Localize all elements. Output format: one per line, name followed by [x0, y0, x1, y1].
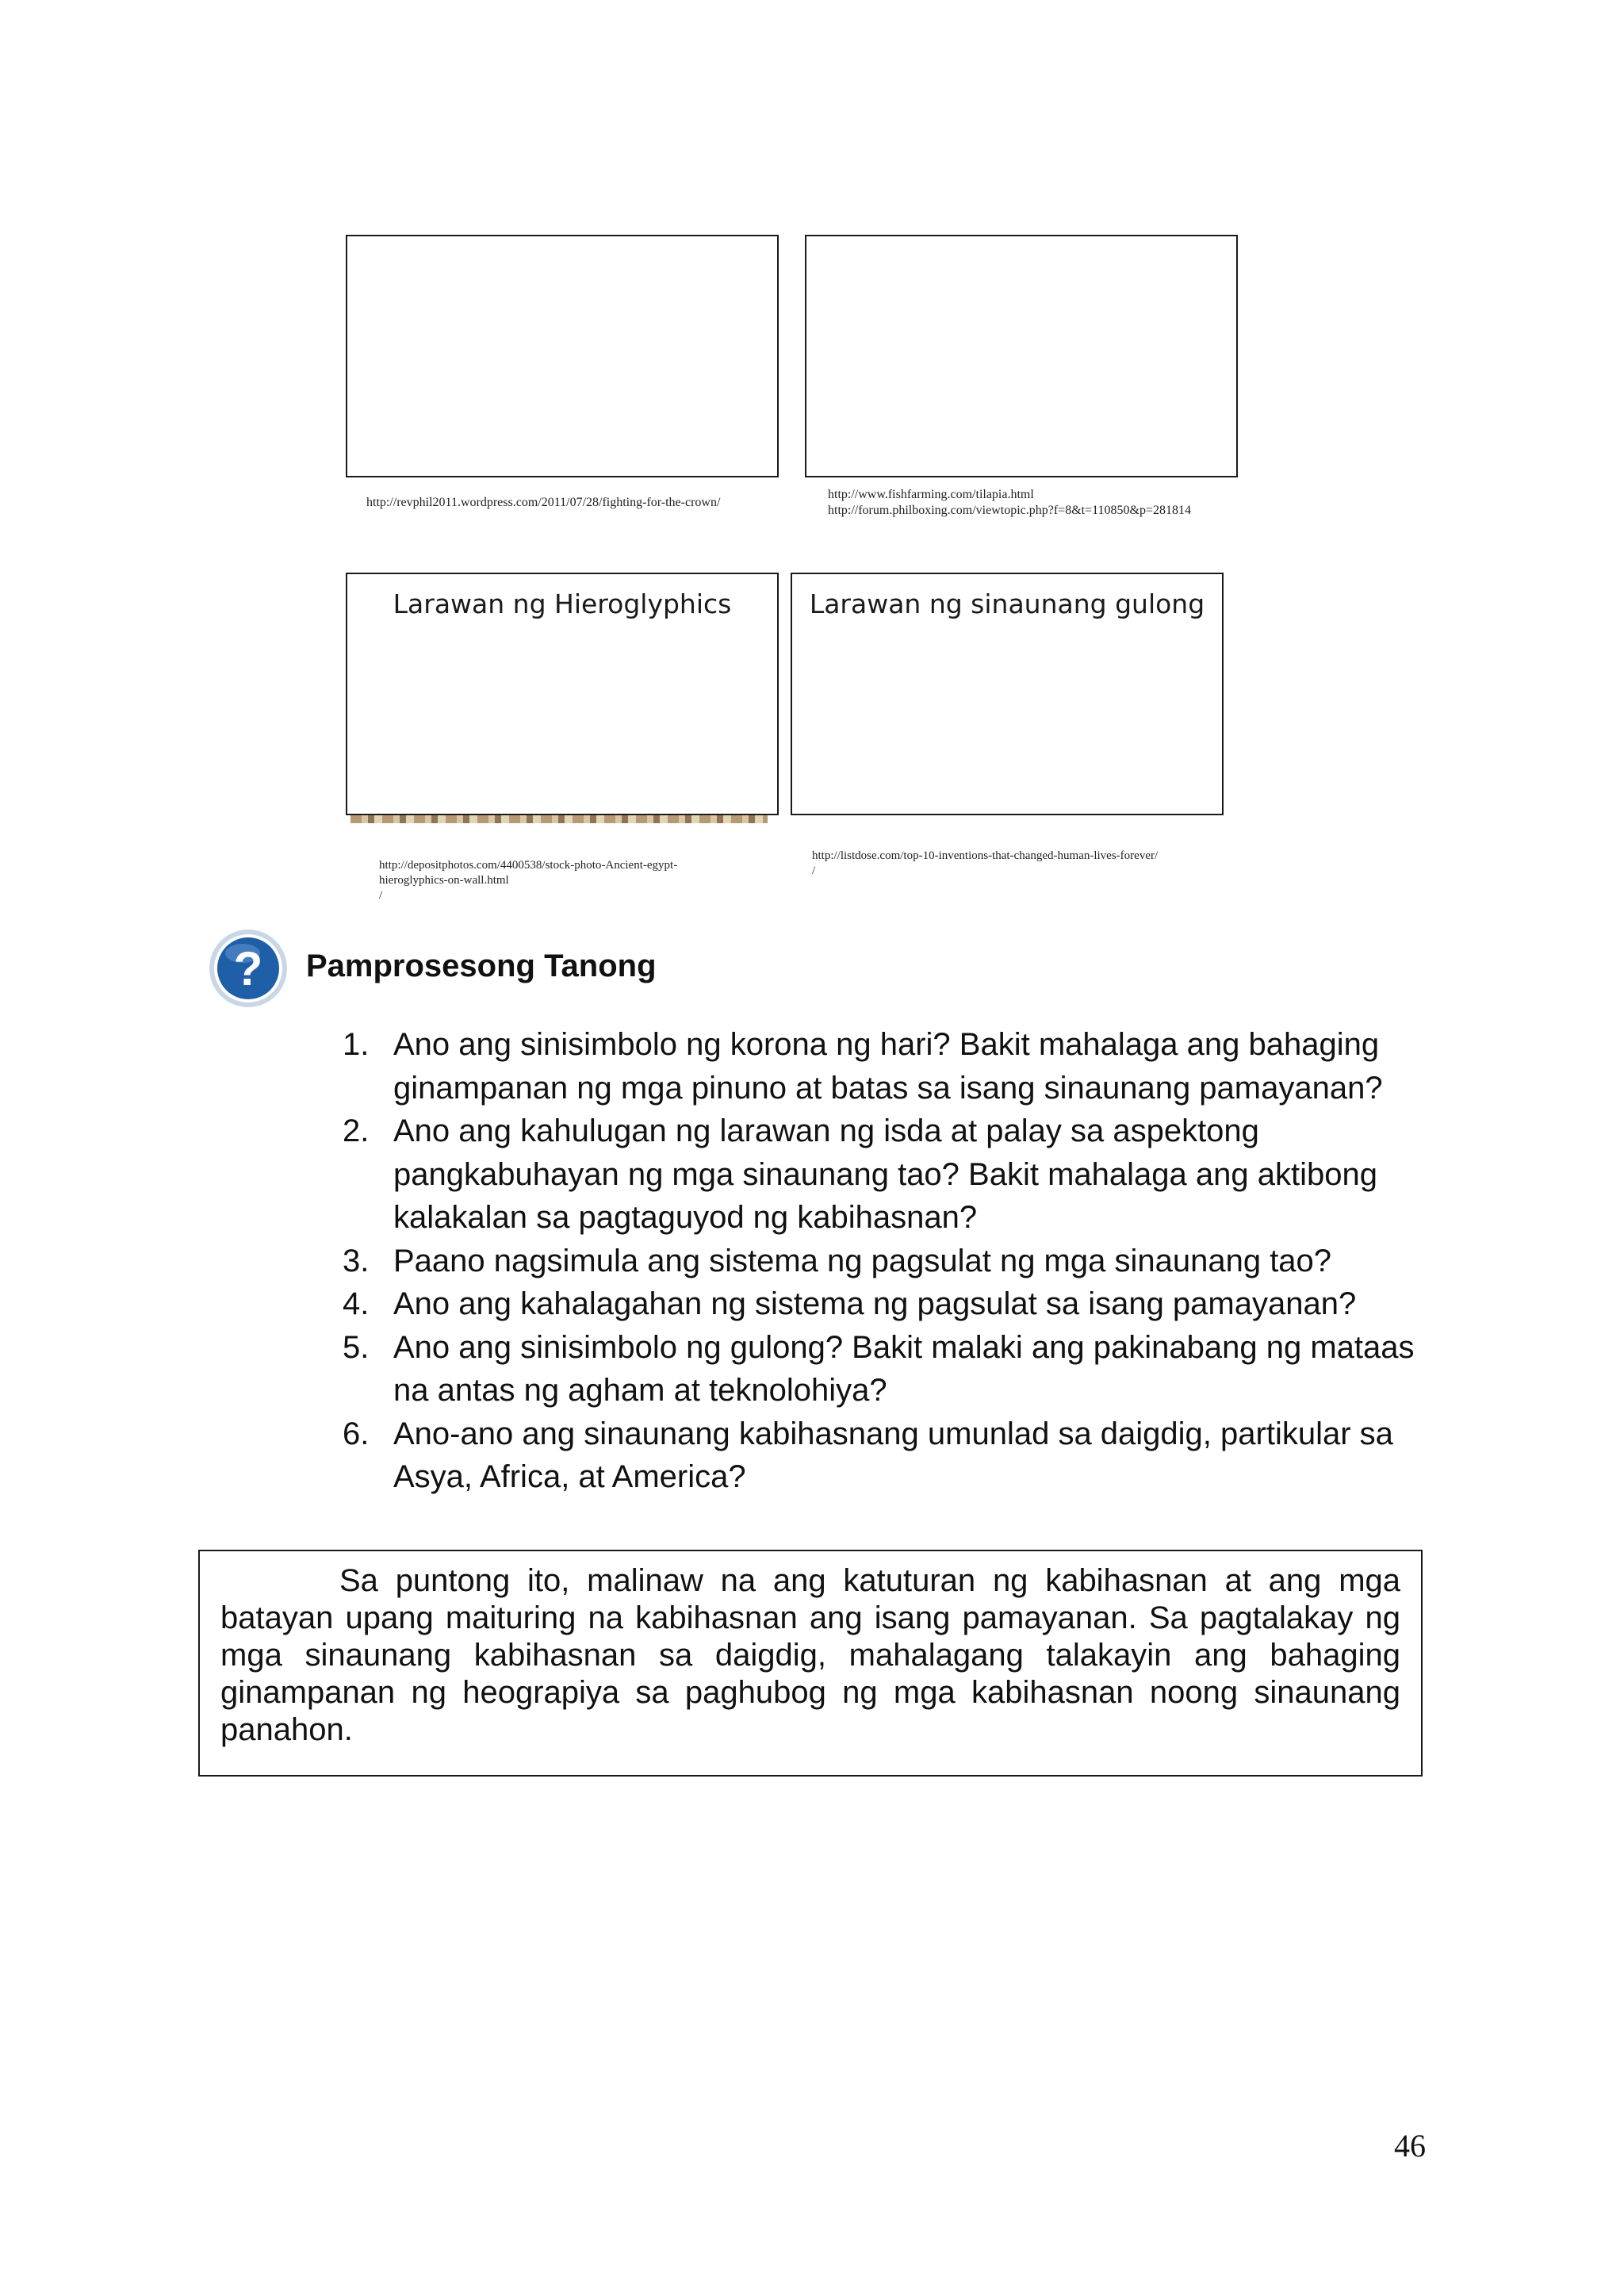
- page-number: 46: [1394, 2128, 1426, 2164]
- question-text: Paano nagsimula ang sistema ng pagsulat ng mga sinaunang tao?: [393, 1243, 1332, 1278]
- hieroglyphics-photo-strip: [350, 815, 768, 823]
- list-item: [343, 1110, 1437, 1240]
- question-list: [343, 1023, 1437, 1499]
- question-number: 6.: [343, 1416, 370, 1451]
- image-source-hieroglyphics: http://depositphotos.com/4400538/stock-photo-Ancient-egypt-hieroglyphics-on-wall.html /: [379, 859, 678, 902]
- image-box-fish-rice: [805, 235, 1238, 477]
- summary-note-box: [198, 1550, 1423, 1777]
- question-number: 3.: [343, 1243, 370, 1278]
- question-number: 5.: [343, 1329, 370, 1365]
- summary-note-text: Sa puntong ito, malinaw na ang katuturan ng kabihasnan at ang mga batayan upang maituring na kabihasnan ang isang pamayanan. Sa pagtalakay ng mga sinaunang kabihasnan sa daigdig, mahalagang talakayin ang bahaging ginampanan ng heograpiya sa paghubog ng mga kabihasnan noong sinaunang panahon.: [220, 1563, 1400, 1747]
- list-item: [343, 1412, 1437, 1499]
- list-item: [343, 1023, 1437, 1110]
- question-text: Ano ang sinisimbolo ng korona ng hari? Bakit mahalaga ang bahaging ginampanan ng mga pinuno at batas sa isang sinaunang pamayanan?: [393, 1027, 1383, 1106]
- list-item: [343, 1282, 1437, 1326]
- question-number: 2.: [343, 1114, 370, 1148]
- question-number: 1.: [343, 1027, 370, 1062]
- list-item: [343, 1240, 1437, 1283]
- list-item: [343, 1326, 1437, 1412]
- image-source-crown: http://revphil2011.wordpress.com/2011/07/28/fighting-for-the-crown/: [366, 496, 721, 509]
- image-source-fish-rice: http://www.fishfarming.com/tilapia.html http://forum.philboxing.com/viewtopic.php?f=8&t=110850&p=281814: [828, 488, 1191, 517]
- image-box-wheel: [791, 573, 1224, 815]
- image-caption: Larawan ng sinaunang gulong: [809, 588, 1205, 619]
- question-text: Ano ang sinisimbolo ng gulong? Bakit malaki ang pakinabang ng mataas na antas ng agham at teknolohiya?: [393, 1329, 1415, 1408]
- question-text: Ano ang kahulugan ng larawan ng isda at palay sa aspektong pangkabuhayan ng mga sinaunang tao? Bakit mahalaga ang aktibong kalakalan sa pagtaguyod ng kabihasnan?: [393, 1114, 1377, 1235]
- question-text: Ano ang kahalagahan ng sistema ng pagsulat sa isang pamayanan?: [393, 1286, 1357, 1321]
- image-box-hieroglyphics: [346, 573, 779, 815]
- image-box-crown: [346, 235, 779, 477]
- svg-text:?: ?: [233, 942, 263, 995]
- question-text: Ano-ano ang sinaunang kabihasnang umunlad sa daigdig, partikular sa Asya, Africa, at America?: [393, 1416, 1393, 1494]
- image-source-wheel: http://listdose.com/top-10-inventions-that-changed-human-lives-forever/ /: [812, 849, 1159, 877]
- question-number: 4.: [343, 1286, 370, 1321]
- section-title: Pamprosesong Tanong: [306, 949, 657, 983]
- question-mark-icon: [208, 928, 289, 1009]
- image-caption: Larawan ng Hieroglyphics: [393, 588, 732, 619]
